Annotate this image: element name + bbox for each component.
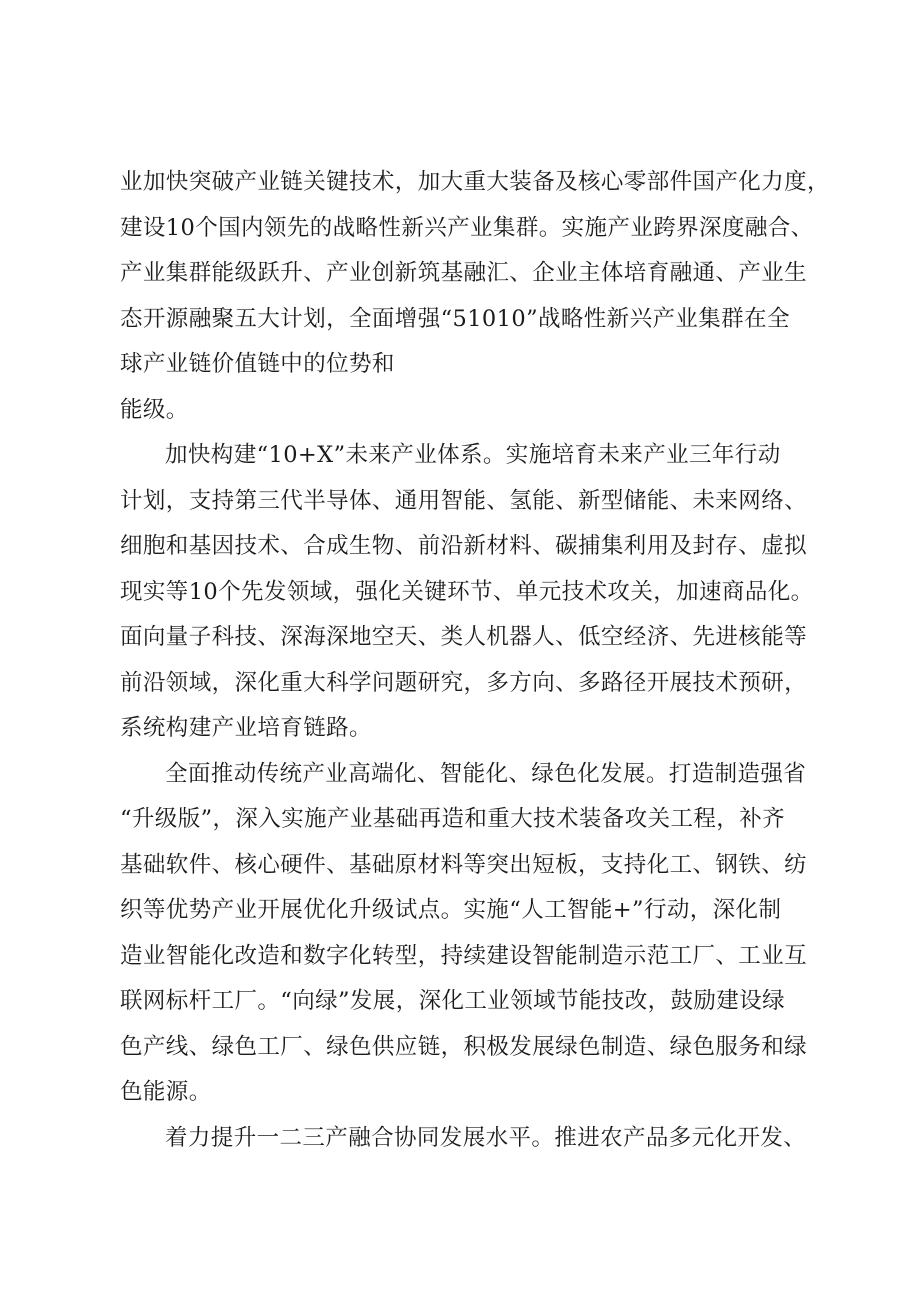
text-line: 计划，支持第三代半导体、通用智能、氢能、新型储能、未来网络、 (120, 487, 808, 514)
text-line: 产业集群能级跃升、产业创新筑基融汇、企业主体培育融通、产业生 (120, 260, 808, 286)
text-line: 造业智能化改造和数字化转型，持续建设智能制造示范工厂、工业互 (120, 942, 808, 969)
text-line: 细胞和基因技术、合成生物、前沿新材料、碳捕集利用及封存、虚拟 (120, 533, 808, 559)
text-line: 建设10个国内领先的战略性新兴产业集群。实施产业跨界深度融合、 (120, 214, 814, 241)
paragraph-industry-integration (120, 1116, 816, 1162)
paragraph-strategic-emerging-industries (120, 160, 830, 433)
text-line-first: 着力提升一二三产融合协同发展水平。推进农产品多元化开发、 (165, 1124, 807, 1151)
text-line: 基础软件、核心硬件、基础原材料等突出短板，支持化工、钢铁、纺 (120, 851, 808, 878)
body-text (120, 160, 830, 1161)
text-line: “升级版”，深入实施产业基础再造和重大技术装备攻关工程，补齐 (120, 806, 786, 832)
text-line: 联网标杆工厂。“向绿”发展，深化工业领域节能技改，鼓励建设绿 (120, 988, 786, 1014)
text-line: 织等优势产业开展优化升级试点。实施“人工智能+”行动，深化制 (120, 897, 782, 923)
text-line-first: 全面推动传统产业高端化、智能化、绿色化发展。打造制造强省 (165, 760, 807, 787)
text-line: 前沿领域，深化重大科学问题研究，多方向、多路径开展技术预研， (120, 669, 808, 696)
text-line: 业加快突破产业链关键技术，加大重大装备及核心零部件国产化力度， (120, 169, 830, 195)
text-line: 色产线、绿色工厂、绿色供应链，积极发展绿色制造、绿色服务和绿 (120, 1033, 808, 1060)
text-line: 现实等10个先发领域，强化关键环节、单元技术攻关，加速商品化。 (120, 578, 814, 605)
text-line: 面向量子科技、深海深地空天、类人机器人、低空经济、先进核能等 (120, 624, 808, 650)
paragraph-traditional-industries (120, 752, 816, 1116)
text-line: 色能源。 (120, 1079, 212, 1105)
paragraph-future-industries (120, 433, 816, 752)
text-line: 系统构建产业培育链路。 (120, 715, 372, 741)
text-line: 态开源融聚五大计划，全面增强“51010”战略性新兴产业集群在全 (120, 305, 790, 332)
text-line: 能级。 (120, 396, 189, 423)
text-line-first: 加快构建“10+X”未来产业体系。实施培育未来产业三年行动 (165, 442, 781, 468)
text-line: 球产业链价值链中的位势和 (120, 351, 395, 377)
